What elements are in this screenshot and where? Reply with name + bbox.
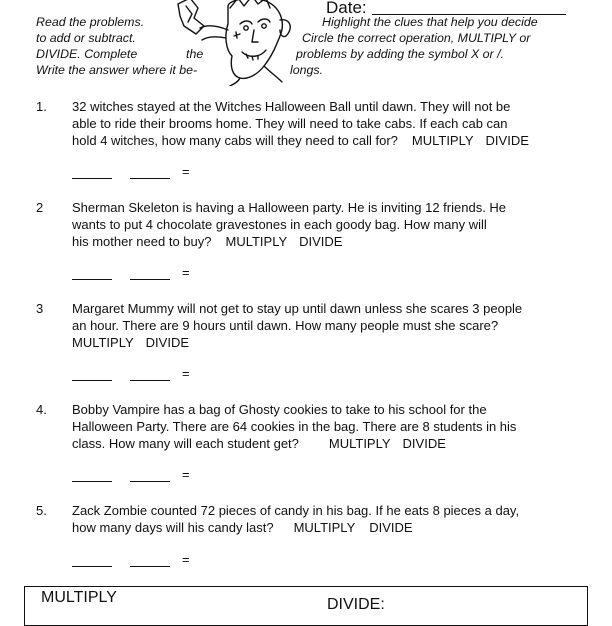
- instruction-right-line-3: problems by adding the symbol X or /.: [296, 47, 504, 61]
- problem-line: 32 witches stayed at the Witches Halloween Ball until dawn. They will not be: [72, 99, 511, 114]
- problem-line-with-choices: [72, 334, 572, 351]
- multiply-choice[interactable]: MULTIPLY: [293, 520, 356, 535]
- multiply-choice[interactable]: MULTIPLY: [72, 335, 134, 350]
- problem-line: an hour. There are 9 hours until dawn. How many people must she scare?: [72, 318, 499, 333]
- answer-blank-2[interactable]: [130, 370, 170, 381]
- answer-blank-2[interactable]: [130, 471, 170, 482]
- date-label: Date:: [326, 0, 367, 17]
- divide-choice[interactable]: DIVIDE: [369, 520, 413, 535]
- answer-blank-1[interactable]: [72, 556, 112, 567]
- instruction-line-1: Read the problems.: [36, 15, 145, 29]
- problem-line: Sherman Skeleton is having a Halloween party. He is inviting 12 friends. He: [72, 200, 507, 215]
- answer-blank-1[interactable]: [72, 168, 112, 179]
- multiply-box-label: MULTIPLY: [41, 589, 117, 606]
- equals-sign: =: [182, 164, 190, 179]
- problem-line: Zack Zombie counted 72 pieces of candy in his bag. If he eats 8 pieces a day,: [72, 503, 520, 518]
- multiply-choice[interactable]: MULTIPLY: [411, 133, 474, 148]
- monster-clipart-icon: [168, 0, 328, 86]
- problem-line: how many days will his candy last?: [72, 520, 274, 535]
- problem-number: 5.: [36, 503, 47, 518]
- answer-blank-2[interactable]: [130, 168, 170, 179]
- problem-text: [72, 98, 572, 149]
- multiply-choice[interactable]: MULTIPLY: [328, 436, 391, 451]
- multiply-choice[interactable]: MULTIPLY: [225, 234, 288, 249]
- date-blank-line[interactable]: [372, 14, 566, 15]
- instruction-line-4: Write the answer where it be-: [36, 63, 198, 77]
- problem-line: Margaret Mummy will not get to stay up until dawn unless she scares 3 people: [72, 301, 523, 316]
- divide-choice[interactable]: DIVIDE: [485, 133, 529, 148]
- answer-blank-2[interactable]: [130, 556, 170, 567]
- answer-row: [72, 366, 190, 381]
- problem-line-with-choices: [72, 132, 572, 149]
- instruction-right-line-2: Circle the correct operation, MULTIPLY or: [302, 31, 531, 45]
- answer-sorting-box: [24, 586, 588, 626]
- instruction-line-3: DIVIDE. Complete: [36, 47, 138, 61]
- problem-text: [72, 401, 572, 452]
- answer-blank-2[interactable]: [130, 269, 170, 280]
- instruction-word-the: the: [186, 47, 204, 61]
- answer-blank-1[interactable]: [72, 269, 112, 280]
- answer-blank-1[interactable]: [72, 370, 112, 381]
- answer-blank-1[interactable]: [72, 471, 112, 482]
- problem-number: 2: [36, 200, 44, 215]
- problem-line-with-choices: [72, 435, 572, 452]
- instruction-right-line-1: Highlight the clues that help you decide: [322, 15, 538, 29]
- problem-line: wants to put 4 chocolate gravestones in each goody bag. How many will: [72, 217, 487, 232]
- problem-text: [72, 300, 572, 351]
- answer-row: [72, 265, 190, 280]
- problem-line-with-choices: [72, 519, 572, 536]
- problem-line: Bobby Vampire has a bag of Ghosty cookies to take to his school for the: [72, 402, 487, 417]
- problem-number: 4.: [36, 402, 47, 417]
- problem-line: able to ride their brooms home. They will need to take cabs. If each cab can: [72, 116, 508, 131]
- problem-text: [72, 502, 572, 536]
- problem-text: [72, 199, 572, 250]
- instruction-right-line-4: longs.: [290, 63, 324, 77]
- divide-box-label: DIVIDE:: [327, 596, 385, 613]
- divide-choice[interactable]: DIVIDE: [145, 335, 189, 350]
- answer-row: [72, 467, 190, 482]
- problem-line: Halloween Party. There are 64 cookies in the bag. There are 8 students in his: [72, 419, 517, 434]
- problem-line: class. How many will each student get?: [72, 436, 299, 451]
- problem-line: hold 4 witches, how many cabs will they need to call for?: [72, 133, 398, 148]
- instruction-line-2: to add or subtract.: [36, 31, 136, 45]
- divide-choice[interactable]: DIVIDE: [299, 234, 343, 249]
- equals-sign: =: [182, 552, 190, 567]
- problem-number: 3: [36, 301, 44, 316]
- equals-sign: =: [182, 366, 190, 381]
- problem-number: 1.: [36, 99, 47, 114]
- problem-line-with-choices: [72, 233, 572, 250]
- divide-choice[interactable]: DIVIDE: [402, 436, 446, 451]
- answer-row: [72, 552, 190, 567]
- answer-row: [72, 164, 190, 179]
- equals-sign: =: [182, 265, 190, 280]
- problem-line: his mother need to buy?: [72, 234, 212, 249]
- equals-sign: =: [182, 467, 190, 482]
